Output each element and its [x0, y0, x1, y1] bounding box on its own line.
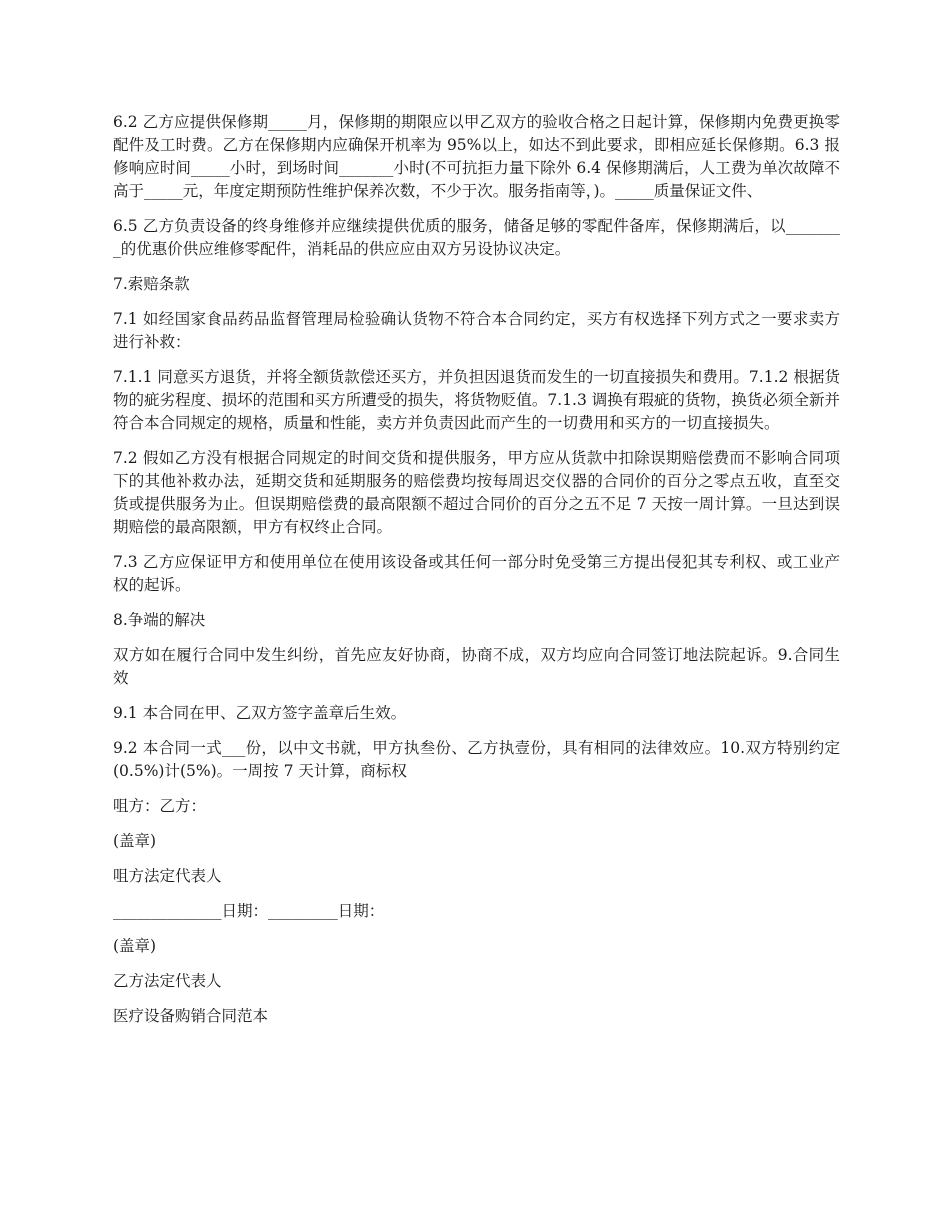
legal-rep-a: 咀方法定代表人 — [113, 867, 222, 885]
seal-label-b: (盖章) — [113, 937, 157, 955]
signature-parties: 咀方：乙方： — [113, 797, 207, 815]
heading-dispute: 8.争端的解决 — [113, 611, 206, 629]
clause-dispute-resolution: 双方如在履行合同中发生纠纷，首先应友好协商，协商不成，双方均应向合同签订地法院起诉。9.合同生效 — [113, 646, 840, 687]
clause-9-2: 9.2 本合同一式___份，以中文书就，甲方执叁份、乙方执壹份，具有相同的法律效应。10.双方特别约定(0.5%)计(5%)。一周按 7 天计算，商标权 — [113, 739, 840, 780]
seal-label-a: (盖章) — [113, 832, 157, 850]
document-title-footer: 医疗设备购销合同范本 — [113, 1007, 269, 1025]
clause-9-1: 9.1 本合同在甲、乙双方签字盖章后生效。 — [113, 704, 407, 722]
clause-6-5: 6.5 乙方负责设备的终身维修并应继续提供优质的服务，储备足够的零配件备库，保修期满后，以________的优惠价供应维修零配件，消耗品的供应应由双方另设协议决定。 — [113, 217, 840, 258]
clause-7-3: 7.3 乙方应保证甲方和使用单位在使用该设备或其任何一部分时免受第三方提出侵犯其专利权、或工业产权的起诉。 — [113, 553, 840, 594]
signature-date-line: ______________日期：_________日期： — [113, 902, 385, 920]
clause-7-2: 7.2 假如乙方没有根据合同规定的时间交货和提供服务，甲方应从货款中扣除误期赔偿费而不影响合同项下的其他补救办法，延期交货和延期服务的赔偿费均按每周迟交仪器的合同价的百分之零点五收，直至交货或提供服务为止。但误期赔偿费的最高限额不超过合同价的百分之五不足 7 天按一周计算。一旦达到误期赔偿的最高限额，甲方有权终止合同。 — [113, 449, 840, 536]
heading-claims: 7.索赔条款 — [113, 275, 190, 293]
clause-6-2-to-6-4: 6.2 乙方应提供保修期_____月，保修期的期限应以甲乙双方的验收合格之日起计算，保修期内免费更换零配件及工时费。乙方在保修期内应确保开机率为 95%以上，如达不到此要求，即相应延长保修期。6.3 报修响应时间_____小时，到场时间_______小时(不可抗拒力量下除外 6.4 保修期满后，人工费为单次故障不高于_____元，年度定期预防性维护保养次数，不少于次。服务指南等，)。_____质量保证文件、 — [113, 113, 840, 200]
clause-7-1: 7.1 如经国家食品药品监督管理局检验确认货物不符合本合同约定，买方有权选择下列方式之一要求卖方进行补救： — [113, 310, 840, 351]
legal-rep-b: 乙方法定代表人 — [113, 972, 222, 990]
clause-7-1-1-to-7-1-3: 7.1.1 同意买方退货，并将全额货款偿还买方，并负担因退货而发生的一切直接损失和费用。7.1.2 根据货物的疵劣程度、损坏的范围和买方所遭受的损失，将货物贬值。7.1.3 调换有瑕疵的货物，换货必须全新并符合本合同规定的规格，质量和性能，卖方并负责因此而产生的一切费用和买方的一切直接损失。 — [113, 368, 840, 432]
